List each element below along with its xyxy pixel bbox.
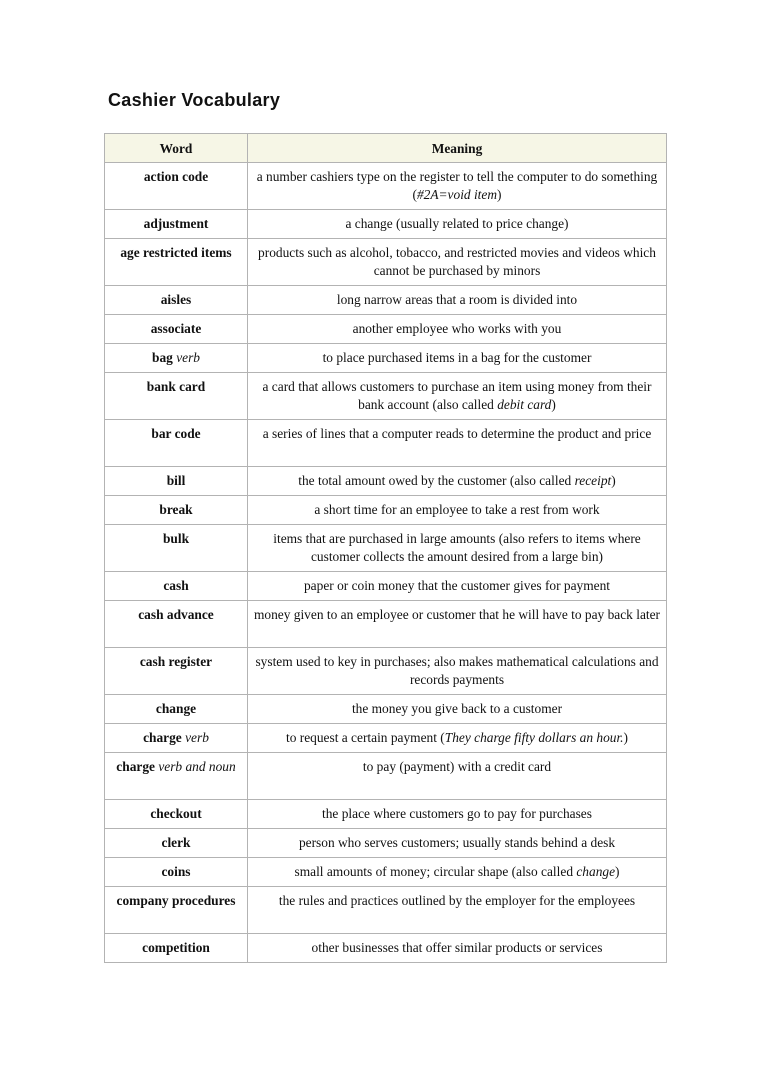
- meaning-text: the total amount owed by the customer (also called: [298, 473, 575, 488]
- vocabulary-term: bar code: [151, 426, 201, 441]
- word-cell: [105, 467, 248, 496]
- vocabulary-term: competition: [142, 940, 210, 955]
- table-row: [105, 858, 667, 887]
- meaning-text: to request a certain payment (: [285, 730, 445, 745]
- meaning-text: another employee who works with you: [352, 321, 562, 336]
- vocabulary-term: action code: [143, 169, 209, 184]
- table-body: [105, 163, 667, 963]
- meaning-text: long narrow areas that a room is divided into: [336, 292, 578, 307]
- word-cell: [105, 286, 248, 315]
- word-cell: [105, 858, 248, 887]
- word-cell: [105, 572, 248, 601]
- meaning-column-header: Meaning: [248, 134, 667, 163]
- word-cell: [105, 210, 248, 239]
- vocabulary-term: charge: [116, 759, 155, 774]
- meaning-text: small amounts of money; circular shape (also called: [294, 864, 577, 879]
- meaning-text: ): [551, 397, 556, 412]
- word-cell: [105, 601, 248, 648]
- meaning-example-text: receipt: [574, 473, 612, 488]
- page-title: Cashier Vocabulary: [108, 90, 281, 110]
- meaning-text: the place where customers go to pay for purchases: [322, 806, 592, 821]
- word-cell: [105, 373, 248, 420]
- table-row: [105, 344, 667, 373]
- table-header-row: [105, 134, 667, 163]
- meaning-example-text: change: [576, 864, 616, 879]
- word-column-header: Word: [105, 134, 248, 163]
- meaning-cell: [248, 163, 667, 210]
- vocabulary-term: cash register: [139, 654, 213, 669]
- word-cell: [105, 163, 248, 210]
- vocabulary-term: associate: [150, 321, 202, 336]
- meaning-cell: [248, 239, 667, 286]
- meaning-cell: [248, 724, 667, 753]
- word-cell: [105, 887, 248, 934]
- meaning-cell: [248, 496, 667, 525]
- vocabulary-term: bag: [152, 350, 173, 365]
- vocabulary-term: break: [159, 502, 193, 517]
- vocabulary-table: [104, 133, 667, 963]
- word-cell: [105, 315, 248, 344]
- meaning-cell: [248, 887, 667, 934]
- word-cell: [105, 344, 248, 373]
- word-cell: [105, 496, 248, 525]
- meaning-text: the money you give back to a customer: [351, 701, 563, 716]
- meaning-cell: [248, 315, 667, 344]
- table-row: [105, 800, 667, 829]
- vocabulary-term: adjustment: [143, 216, 209, 231]
- meaning-cell: [248, 344, 667, 373]
- word-cell: [105, 648, 248, 695]
- table-row: [105, 753, 667, 800]
- meaning-cell: [248, 648, 667, 695]
- meaning-text: to pay (payment) with a credit card: [362, 759, 552, 774]
- table-row: [105, 163, 667, 210]
- meaning-cell: [248, 601, 667, 648]
- meaning-cell: [248, 858, 667, 887]
- meaning-cell: [248, 695, 667, 724]
- word-cell: [105, 753, 248, 800]
- table-row: [105, 648, 667, 695]
- meaning-cell: [248, 800, 667, 829]
- meaning-cell: [248, 467, 667, 496]
- table-row: [105, 887, 667, 934]
- table-row: [105, 695, 667, 724]
- meaning-cell: [248, 210, 667, 239]
- meaning-example-text: debit card: [497, 397, 552, 412]
- meaning-example-text: #2A=void item: [416, 187, 498, 202]
- table-row: [105, 525, 667, 572]
- meaning-text: other businesses that offer similar products or services: [311, 940, 603, 955]
- table-row: [105, 572, 667, 601]
- meaning-text: to place purchased items in a bag for the customer: [322, 350, 592, 365]
- vocabulary-term: bank card: [146, 379, 206, 394]
- meaning-text: paper or coin money that the customer gives for payment: [303, 578, 611, 593]
- table-row: [105, 239, 667, 286]
- part-of-speech: verb: [176, 350, 200, 365]
- meaning-text: a series of lines that a computer reads to determine the product and price: [262, 426, 652, 441]
- meaning-text: person who serves customers; usually stands behind a desk: [298, 835, 616, 850]
- table-row: [105, 373, 667, 420]
- table-row: [105, 210, 667, 239]
- table-row: [105, 420, 667, 467]
- word-cell: [105, 420, 248, 467]
- meaning-text: money given to an employee or customer that he will have to pay back later: [253, 607, 661, 622]
- vocabulary-term: cash advance: [138, 607, 214, 622]
- vocabulary-term: checkout: [150, 806, 202, 821]
- meaning-text: ): [623, 730, 628, 745]
- part-of-speech: verb: [185, 730, 209, 745]
- meaning-cell: [248, 373, 667, 420]
- meaning-cell: [248, 286, 667, 315]
- word-cell: [105, 525, 248, 572]
- meaning-text: a number cashiers type on the register to tell the computer to do something (: [256, 169, 658, 202]
- vocabulary-term: bulk: [162, 531, 190, 546]
- meaning-cell: [248, 753, 667, 800]
- word-cell: [105, 829, 248, 858]
- table-row: [105, 286, 667, 315]
- table-row: [105, 315, 667, 344]
- word-cell: [105, 800, 248, 829]
- meaning-cell: [248, 420, 667, 467]
- word-cell: [105, 695, 248, 724]
- table-row: [105, 934, 667, 963]
- vocabulary-term: change: [155, 701, 197, 716]
- meaning-text: a short time for an employee to take a rest from work: [314, 502, 600, 517]
- vocabulary-term: clerk: [161, 835, 191, 850]
- meaning-text: ): [615, 864, 620, 879]
- table-row: [105, 829, 667, 858]
- meaning-text: ): [497, 187, 502, 202]
- vocabulary-term: charge: [143, 730, 182, 745]
- meaning-text: ): [611, 473, 616, 488]
- meaning-text: system used to key in purchases; also makes mathematical calculations and records payments: [255, 654, 659, 687]
- vocabulary-term: aisles: [160, 292, 192, 307]
- meaning-example-text: They charge fifty dollars an hour.: [444, 730, 624, 745]
- meaning-cell: [248, 525, 667, 572]
- vocabulary-term: age restricted items: [120, 245, 232, 260]
- table-row: [105, 601, 667, 648]
- table-row: [105, 724, 667, 753]
- vocabulary-term: coins: [161, 864, 191, 879]
- meaning-cell: [248, 934, 667, 963]
- table-row: [105, 496, 667, 525]
- meaning-text: the rules and practices outlined by the employer for the employees: [278, 893, 636, 908]
- meaning-text: a card that allows customers to purchase an item using money from their bank account (also called: [262, 379, 652, 412]
- part-of-speech: verb and noun: [158, 759, 236, 774]
- vocabulary-term: bill: [166, 473, 186, 488]
- meaning-cell: [248, 572, 667, 601]
- vocabulary-term: company procedures: [116, 893, 236, 908]
- meaning-text: a change (usually related to price change): [345, 216, 569, 231]
- meaning-text: products such as alcohol, tobacco, and restricted movies and videos which cannot be purchased by minors: [258, 245, 656, 278]
- meaning-cell: [248, 829, 667, 858]
- table-row: [105, 467, 667, 496]
- word-cell: [105, 239, 248, 286]
- meaning-text: items that are purchased in large amounts (also refers to items where customer collects the amount desired from a large bin): [273, 531, 641, 564]
- vocabulary-term: cash: [163, 578, 189, 593]
- word-cell: [105, 724, 248, 753]
- word-cell: [105, 934, 248, 963]
